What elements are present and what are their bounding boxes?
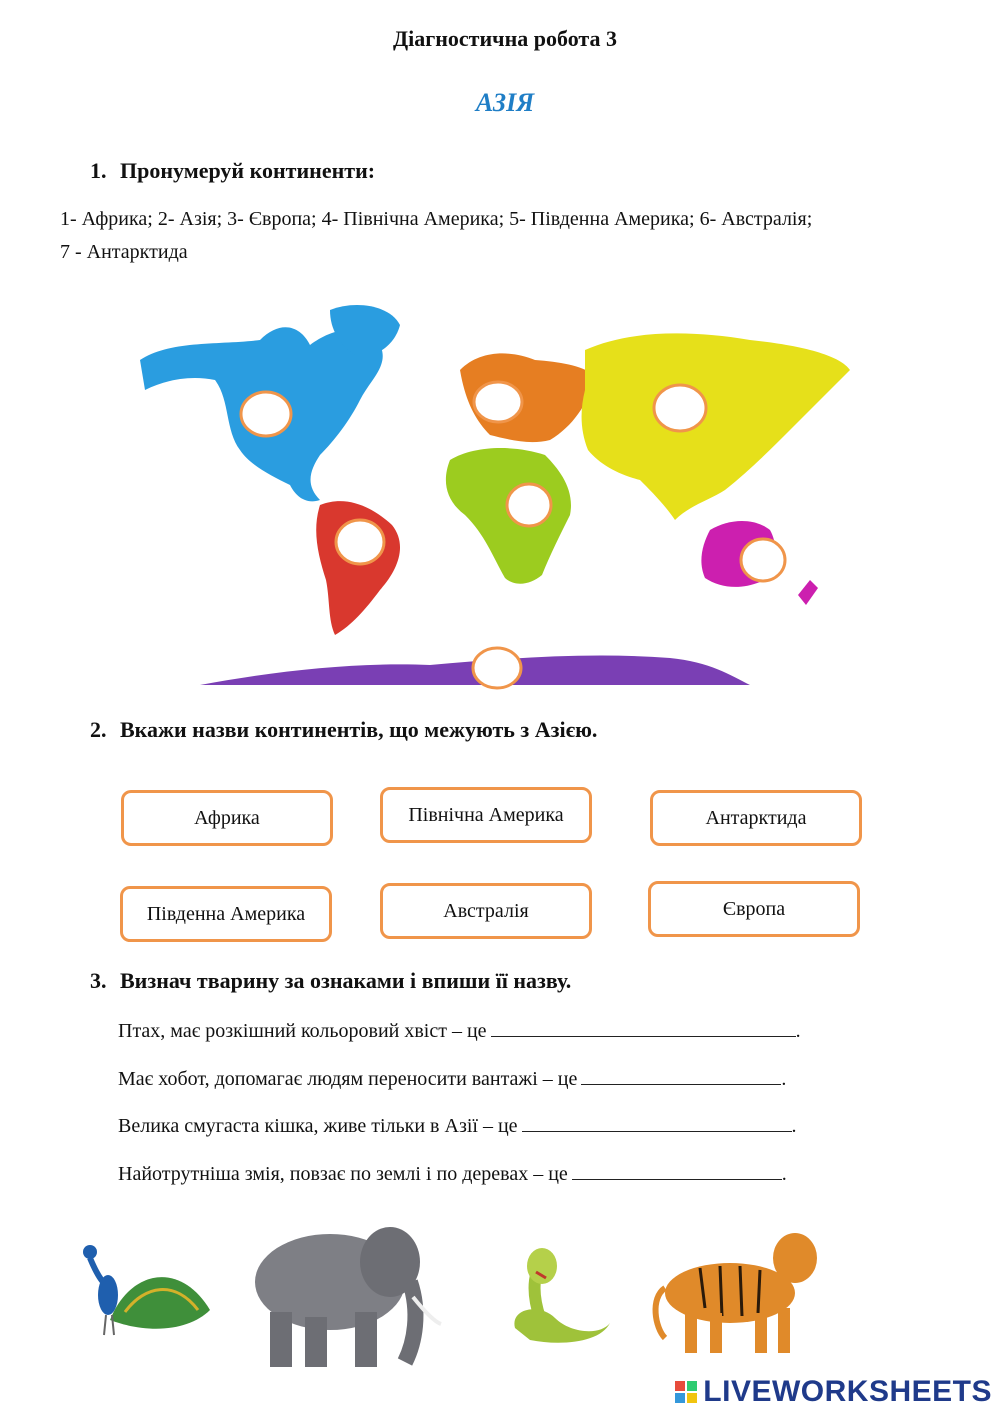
answer-circle-antarctica[interactable] xyxy=(473,648,521,688)
answer-circle-australia[interactable] xyxy=(741,539,785,581)
liveworksheets-brand xyxy=(675,1375,992,1409)
option-box[interactable]: Південна Америка xyxy=(120,886,332,942)
task2-heading xyxy=(90,717,597,743)
question-line: Птах, має розкішний кольоровий хвіст – це . xyxy=(118,1020,801,1042)
question-line: Має хобот, допомагає людям переносити вантажі – це . xyxy=(118,1068,787,1090)
answer-circle-africa[interactable] xyxy=(507,484,551,526)
tiger-image xyxy=(650,1228,820,1358)
page-subtitle: АЗІЯ xyxy=(475,88,535,117)
cobra-image xyxy=(500,1248,620,1348)
legend-line-2: 7 - Антарктида xyxy=(60,241,188,263)
question-text: Велика смугаста кішка, живе тільки в Азії – це xyxy=(118,1115,518,1137)
answer-circle-europe[interactable] xyxy=(474,382,522,422)
task1-number: 1. xyxy=(90,158,107,183)
option-box[interactable]: Європа xyxy=(648,881,860,937)
question-text: Найотрутніша змія, повзає по землі і по деревах – це xyxy=(118,1163,568,1185)
asia-shape xyxy=(582,333,850,520)
elephant-image xyxy=(245,1212,445,1372)
answer-blank[interactable] xyxy=(572,1163,782,1180)
answer-blank[interactable] xyxy=(581,1068,781,1085)
answer-circle-north-america[interactable] xyxy=(241,392,291,436)
task3-number: 3. xyxy=(90,968,107,993)
task1-heading-text: Пронумеруй континенти: xyxy=(120,158,376,183)
new-zealand-shape xyxy=(798,580,818,605)
brand-logo-icon xyxy=(675,1381,697,1403)
option-box[interactable]: Антарктида xyxy=(650,790,862,846)
question-line: Велика смугаста кішка, живе тільки в Азії – це . xyxy=(118,1115,797,1137)
answer-blank[interactable] xyxy=(491,1020,796,1037)
question-text: Має хобот, допомагає людям переносити вантажі – це xyxy=(118,1068,578,1090)
question-text: Птах, має розкішний кольоровий хвіст – це xyxy=(118,1020,487,1042)
peacock-image xyxy=(70,1240,220,1340)
option-box[interactable]: Північна Америка xyxy=(380,787,592,843)
task1-heading xyxy=(90,158,375,184)
page-title: Діагностична робота 3 xyxy=(393,26,617,51)
option-box[interactable]: Африка xyxy=(121,790,333,846)
task2-heading-text: Вкажи назви континентів, що межують з Азією. xyxy=(120,717,598,742)
answer-blank[interactable] xyxy=(522,1115,792,1132)
question-line: Найотрутніша змія, повзає по землі і по деревах – це . xyxy=(118,1163,787,1185)
answer-circle-south-america[interactable] xyxy=(336,520,384,564)
legend-line-1: 1- Африка; 2- Азія; 3- Європа; 4- Північна Америка; 5- Південна Америка; 6- Австралія; xyxy=(60,208,813,230)
answer-circle-asia[interactable] xyxy=(654,385,706,431)
task3-heading xyxy=(90,968,571,994)
task2-number: 2. xyxy=(90,717,107,742)
task3-heading-text: Визнач тварину за ознаками і впиши її назву. xyxy=(120,968,572,993)
brand-text: LIVEWORKSHEETS xyxy=(703,1375,992,1408)
option-box[interactable]: Австралія xyxy=(380,883,592,939)
world-map xyxy=(130,290,870,690)
